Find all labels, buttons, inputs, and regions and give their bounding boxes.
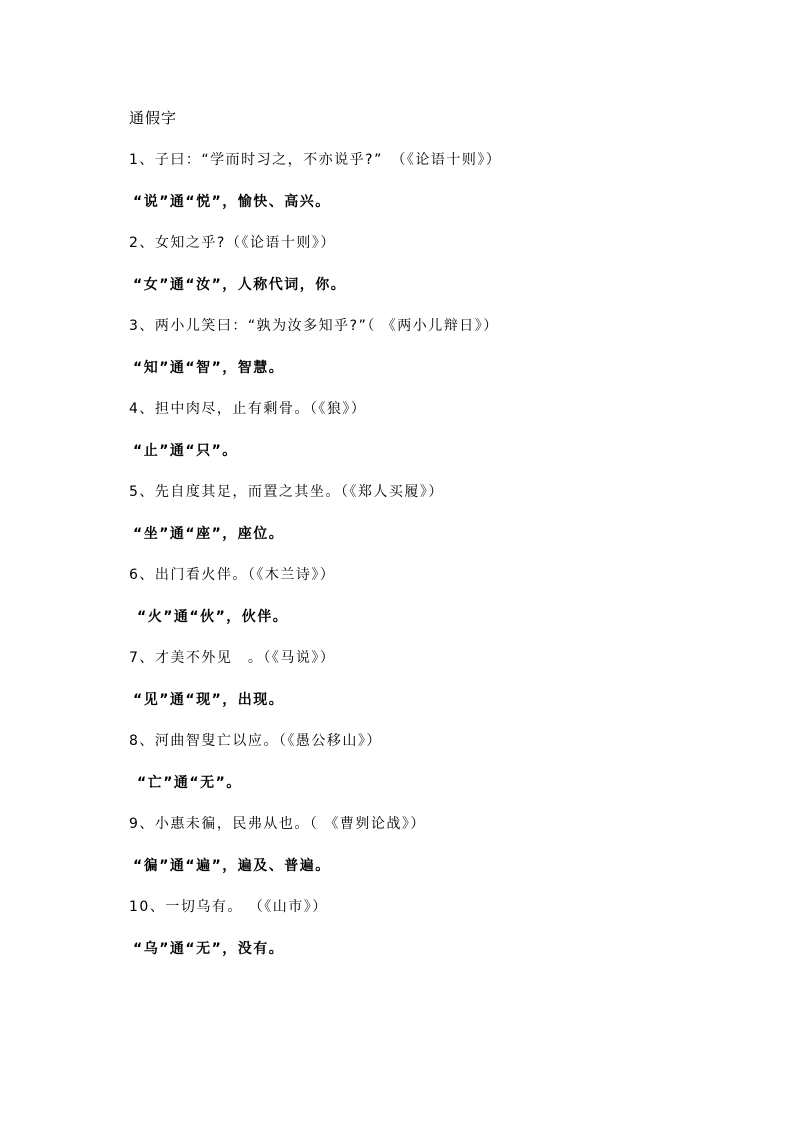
entry-explanation: “止”通“只”。: [133, 443, 238, 459]
entry-sentence: 9、小惠未徧，民弗从也。（ 《曹刿论战》）: [129, 816, 426, 832]
entry-sentence: 10、一切乌有。 （《山市》）: [129, 899, 328, 915]
entry-explanation: “坐”通“座”，座位。: [133, 526, 285, 542]
entry-sentence: 3、两小儿笑曰：“孰为汝多知乎?”（ 《两小儿辩日》）: [129, 318, 499, 334]
entry-sentence: 5、先自度其足，而置之其坐。（《郑人买履》）: [129, 484, 444, 500]
entry-explanation: “女”通“汝”，人称代词，你。: [133, 277, 347, 293]
entry-explanation: “乌”通“无”，没有。: [133, 941, 285, 957]
entry-sentence: 2、女知之乎?（《论语十则》）: [129, 235, 336, 251]
entry-sentence: 6、出门看火伴。（《木兰诗》）: [129, 567, 336, 583]
entry-explanation: “说”通“悦”，愉快、高兴。: [133, 194, 331, 210]
entry-explanation: “亡”通“无”。: [137, 775, 242, 791]
entry-sentence: 1、子曰：“学而时习之，不亦说乎?” （《论语十则》）: [129, 152, 502, 168]
entry-explanation: “见”通“现”，出现。: [133, 692, 285, 708]
entry-sentence: 8、河曲智叟亡以应。（《愚公移山》）: [129, 733, 382, 749]
page-title: 通假字: [129, 109, 178, 127]
entry-sentence: 7、才美不外见 。（《马说》）: [129, 650, 336, 666]
entry-explanation: “徧”通“遍”，遍及、普遍。: [133, 858, 331, 874]
entry-explanation: “火”通“伙”，伙伴。: [137, 609, 289, 625]
entry-explanation: “知”通“智”，智慧。: [133, 360, 285, 376]
entry-sentence: 4、担中肉尽，止有剩骨。（《狼》）: [129, 401, 367, 417]
